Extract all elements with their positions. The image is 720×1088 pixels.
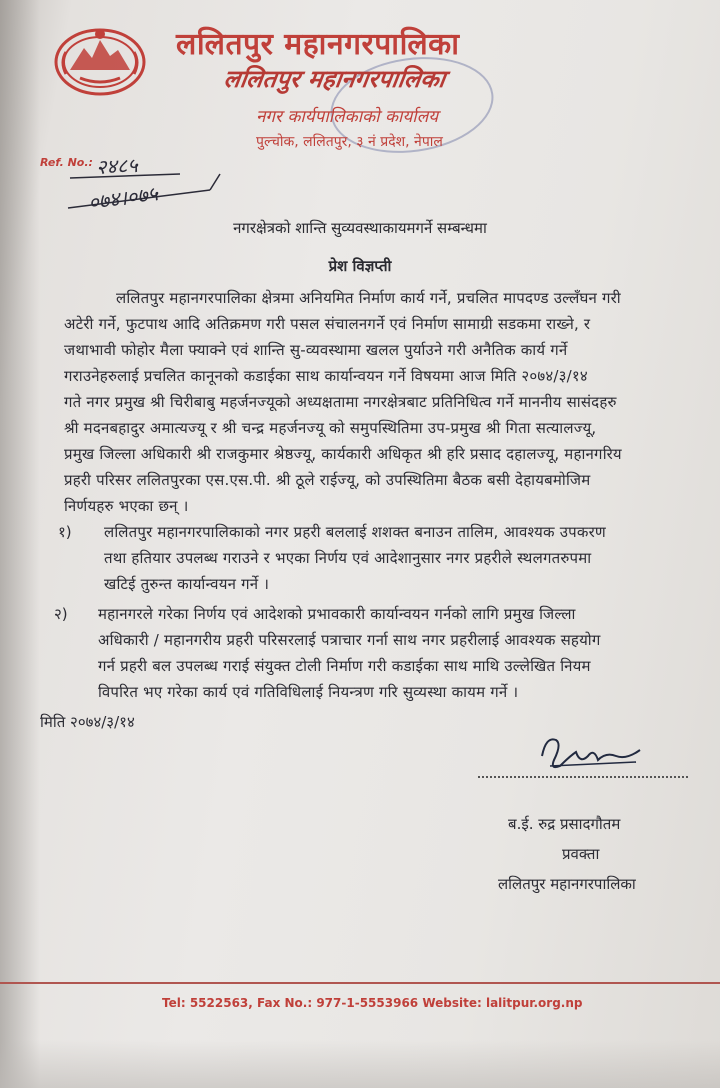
signature-dotted-line (478, 776, 688, 778)
footer-divider (0, 982, 720, 984)
letterhead-title: ललितपुर महानगरपालिका (176, 27, 460, 62)
decision-line: ललितपुर महानगरपालिकाको नगर प्रहरी बललाई शशक्त बनाउन तालिम, आवश्यक उपकरण (104, 523, 606, 541)
reference-number-handwritten: २४८५ (95, 152, 139, 180)
body-line: गराउनेहरुलाई प्रचलित कानूनको कडाईका साथ कार्यान्वयन गर्ने विषयमा आज मिति २०७४/३/१४ (64, 367, 588, 385)
signatory-organization: ललितपुर महानगरपालिका (498, 875, 636, 893)
reference-label: Ref. No.: (40, 156, 93, 169)
decision-line: अधिकारी / महानगरीय प्रहरी परिसरलाई पत्राचार गर्ना साथ नगर प्रहरीलाई आवश्यक सहयोग (98, 631, 601, 649)
decision-line: खटिई तुरुन्त कार्यान्वयन गर्ने । (104, 575, 270, 593)
decision-number: १) (58, 523, 72, 541)
body-line: अटेरी गर्ने, फुटपाथ आदि अतिक्रमण गरी पसल संचालनगर्ने एवं निर्माण सामाग्री सडकमा राख्ने, र (64, 315, 591, 333)
body-line: श्री मदनबहादुर अमात्यज्यू र श्री चन्द्र महर्जनज्यू को समुपस्थितिमा उप-प्रमुख श्री गिता सत्यालज्यू, (64, 419, 597, 437)
decision-line: महानगरले गरेका निर्णय एवं आदेशको प्रभावकारी कार्यान्वयन गर्नको लागि प्रमुख जिल्ला (98, 605, 576, 623)
letterhead-address: पुल्चोक, ललितपुर, ३ नं प्रदेश, नेपाल (256, 134, 443, 150)
footer-contact: Tel: 5522563, Fax No.: 977-1-5553966 Website: lalitpur.org.np (162, 996, 583, 1010)
municipality-emblem-logo (52, 22, 148, 98)
subject-line: नगरक्षेत्रको शान्ति सुव्यवस्थाकायमगर्ने सम्बन्धमा (233, 219, 487, 237)
body-line: प्रहरी परिसर ललितपुरका एस.एस.पी. श्री ठूले राईज्यू, को उपस्थितिमा बैठक बसी देहायबमोजिम (64, 471, 591, 489)
body-line: निर्णयहरु भएका छन् । (64, 497, 189, 515)
letterhead-office: नगर कार्यपालिकाको कार्यालय (256, 107, 439, 127)
press-release-heading: प्रेश विज्ञप्ती (328, 257, 392, 275)
body-line: प्रमुख जिल्ला अधिकारी श्री राजकुमार श्रेष्ठज्यू, कार्यकारी अधिकृत श्री हरि प्रसाद दहालज्यू, महानगरिय (64, 445, 622, 463)
reference-year-handwritten: ०७४।०७५ (86, 181, 160, 215)
body-line: गते नगर प्रमुख श्री चिरीबाबु महर्जनज्यूको अध्यक्षतामा नगरक्षेत्रबाट प्रतिनिधित्व गर्ने माननीय सासंदहरु (64, 393, 617, 411)
decision-line: गर्न प्रहरी बल उपलब्ध गराई संयुक्त टोली निर्माण गरी कडाईका साथ माथि उल्लेखित नियम (98, 657, 591, 675)
signatory-name: ब.ई. रुद्र प्रसादगौतम (508, 815, 621, 833)
handwritten-signature (536, 726, 646, 782)
page-bottom-shade (0, 1040, 720, 1088)
document-date: मिति २०७४/३/१४ (40, 713, 135, 731)
signatory-role: प्रवक्ता (562, 845, 600, 863)
letterhead-title-stylized: ललितपुर महानगरपालिका (221, 65, 448, 93)
body-line: जथाभावी फोहोर मैला फ्याक्ने एवं शान्ति सु-व्यवस्थामा खलल पुर्याउने गरी अनैतिक कार्य गर्ने (64, 341, 568, 359)
page-shadow (0, 0, 40, 1088)
decision-line: विपरित भए गरेका कार्य एवं गतिविधिलाई नियन्त्रण गरि सुव्यस्था कायम गर्ने । (98, 683, 519, 701)
body-line: ललितपुर महानगरपालिका क्षेत्रमा अनियमित निर्माण कार्य गर्ने, प्रचलित मापदण्ड उल्लँघन गरी (116, 289, 621, 307)
decision-number: २) (54, 605, 68, 623)
decision-line: तथा हतियार उपलब्ध गराउने र भएका निर्णय एवं आदेशानुसार नगर प्रहरीले स्थलगतरुपमा (104, 549, 592, 567)
